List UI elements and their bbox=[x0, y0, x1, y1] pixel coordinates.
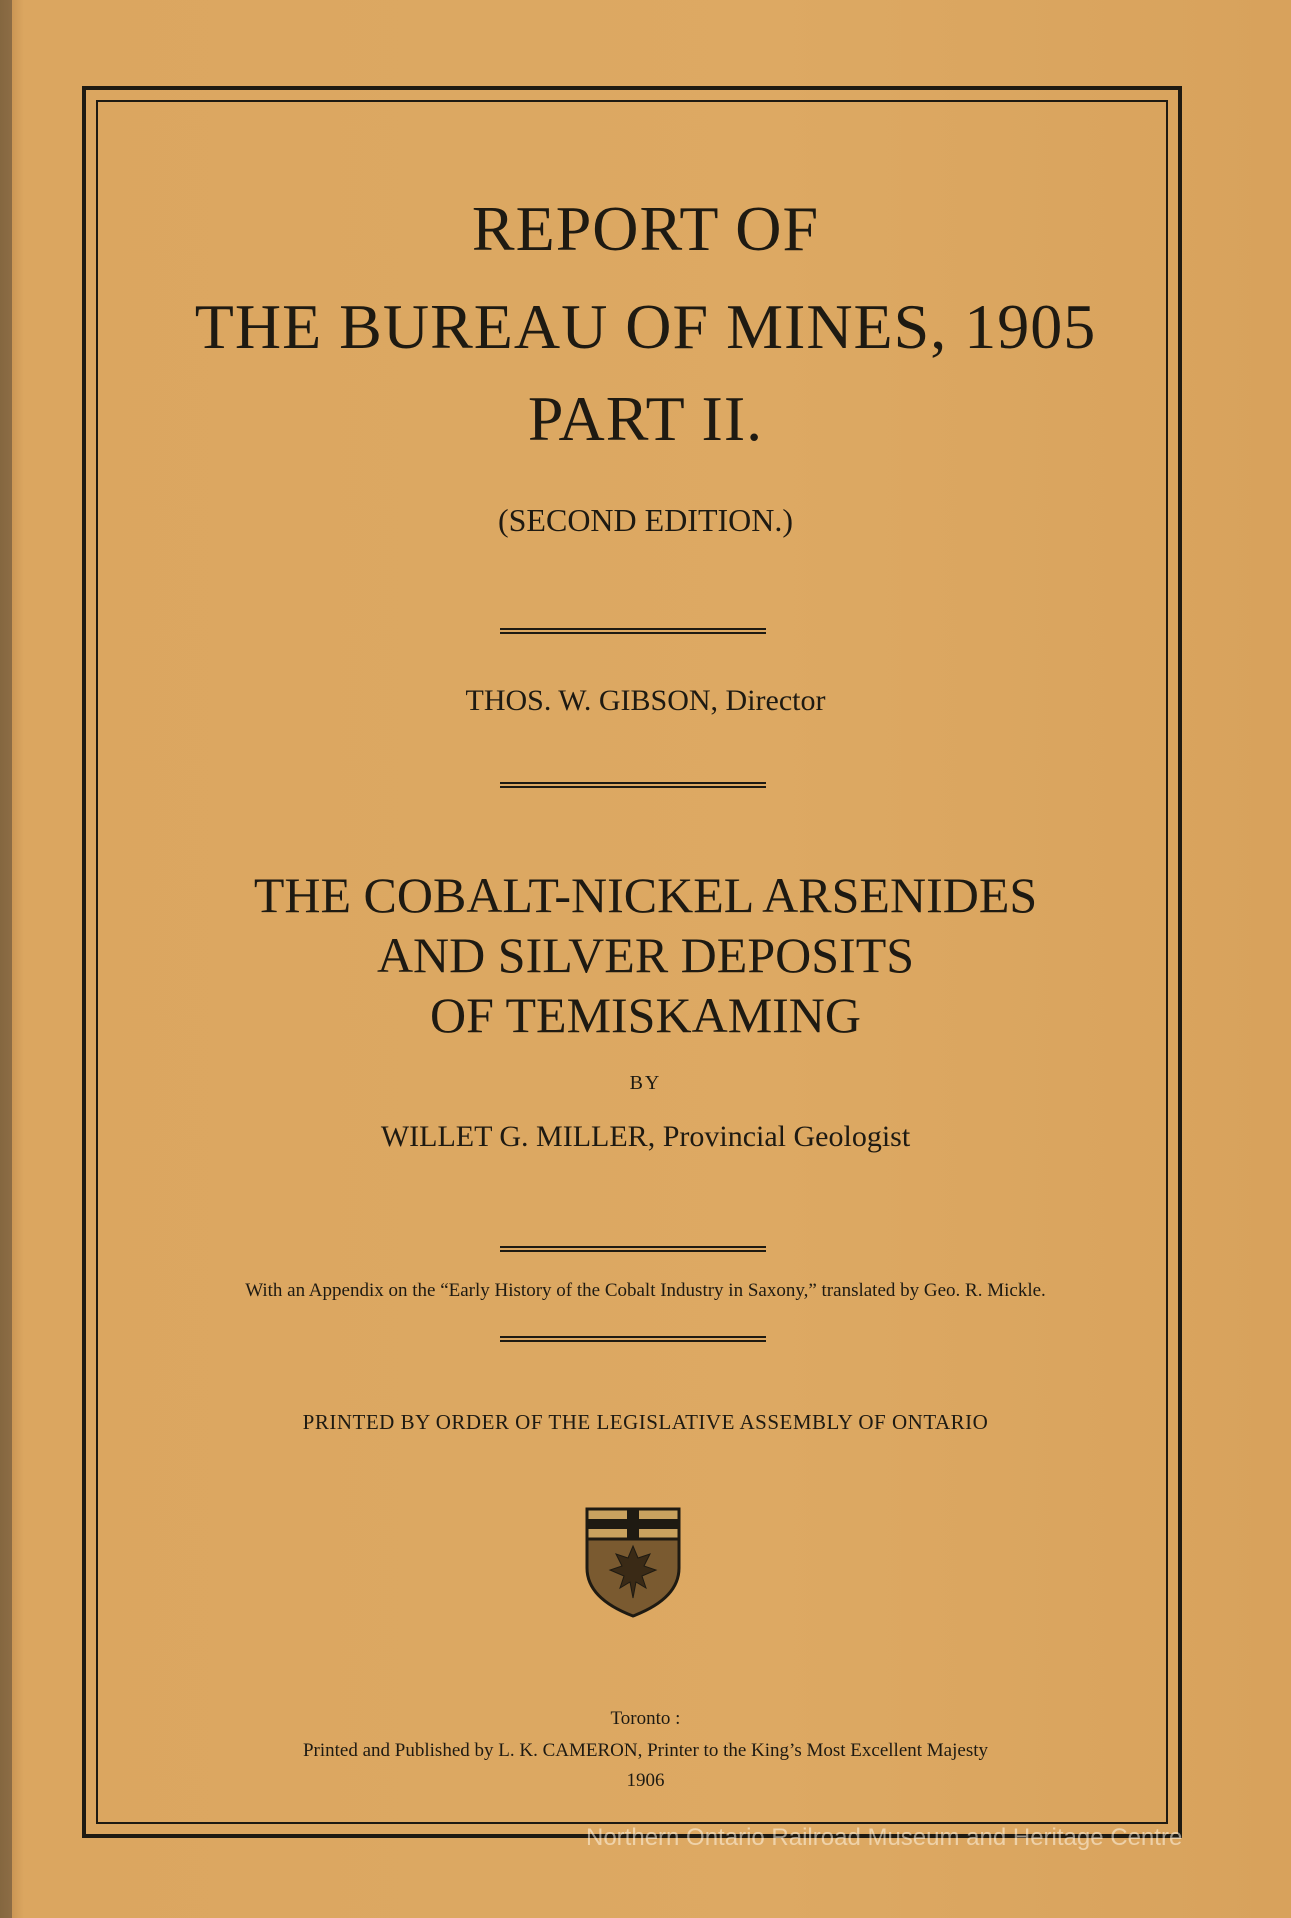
title-line-1: REPORT OF bbox=[471, 193, 820, 264]
imprint-publisher: Printed and Published by L. K. CAMERON, Printer to the King’s Most Excellent Majesty bbox=[302, 1740, 988, 1761]
appendix-note: With an Appendix on the “Early History of the Cobalt Industry in Saxony,” translated by Geo. R. Mickle. bbox=[245, 1280, 1046, 1301]
divider-rule bbox=[500, 1246, 766, 1252]
subject-line-3: OF TEMISKAMING bbox=[429, 987, 862, 1043]
author-line: WILLET G. MILLER, Provincial Geologist bbox=[380, 1120, 911, 1153]
edition-label: (SECOND EDITION.) bbox=[497, 502, 794, 538]
divider-rule bbox=[500, 782, 766, 788]
imprint-place: Toronto : bbox=[610, 1708, 681, 1729]
imprint-year: 1906 bbox=[626, 1770, 665, 1791]
title-line-3: PART II. bbox=[527, 383, 764, 454]
by-label: BY bbox=[629, 1072, 662, 1094]
subject-line-1: THE COBALT-NICKEL ARSENIDES bbox=[253, 867, 1038, 923]
divider-rule bbox=[500, 628, 766, 634]
divider-rule bbox=[500, 1336, 766, 1342]
director-line: THOS. W. GIBSON, Director bbox=[465, 684, 826, 717]
title-line-2: THE BUREAU OF MINES, 1905 bbox=[194, 291, 1097, 362]
ontario-shield-icon bbox=[584, 1506, 682, 1618]
subject-line-2: AND SILVER DEPOSITS bbox=[376, 927, 915, 983]
printed-by-order: PRINTED BY ORDER OF THE LEGISLATIVE ASSEMBLY OF ONTARIO bbox=[302, 1410, 989, 1434]
watermark: Northern Ontario Railroad Museum and Heritage Centre bbox=[586, 1824, 1183, 1851]
